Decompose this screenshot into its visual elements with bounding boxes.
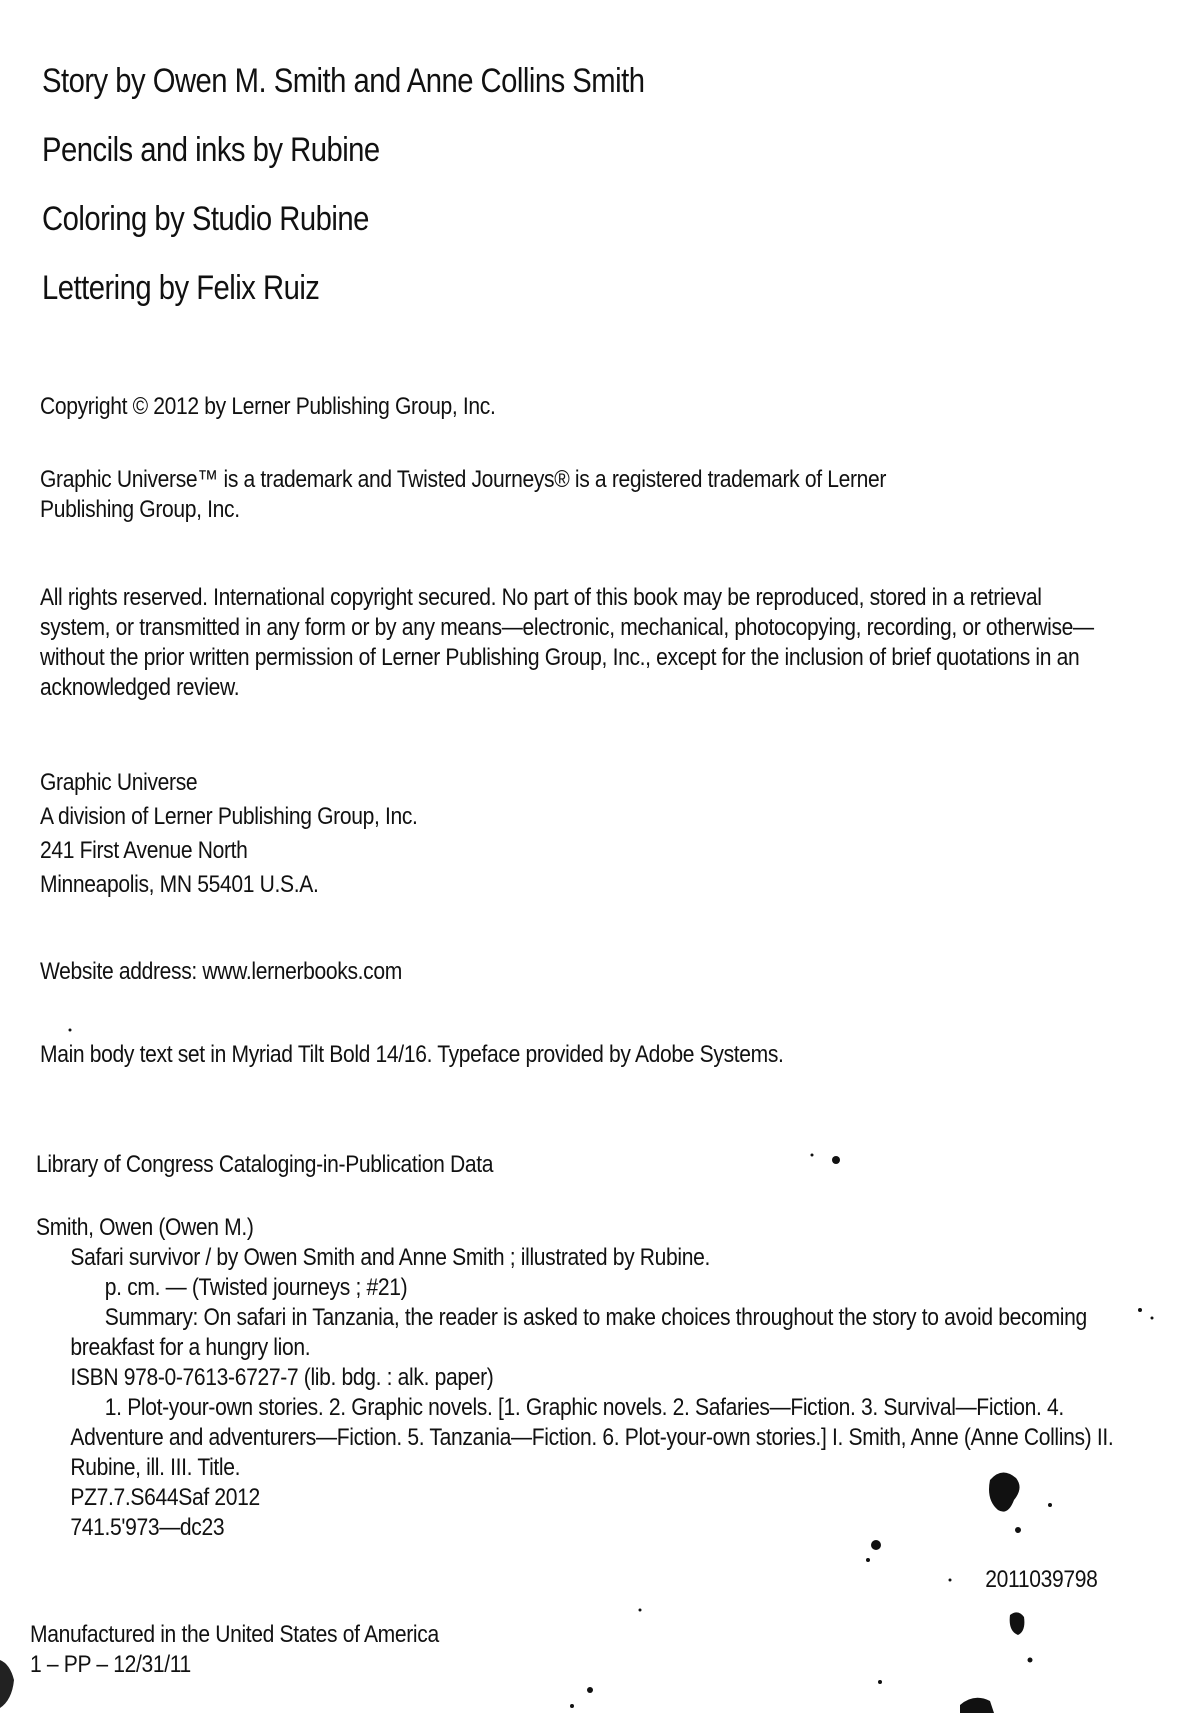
- cip-heading: Library of Congress Cataloging-in-Publication Data: [36, 1151, 494, 1178]
- copyright-notice: Copyright © 2012 by Lerner Publishing Group, Inc.: [40, 393, 496, 420]
- cip-lccn: 2011039798: [984, 1566, 1097, 1593]
- cip-summary: Summary: On safari in Tanzania, the reader is asked to make choices throughout the story to avoid becoming breakfast for a hungry lion.: [70, 1304, 1087, 1361]
- credits-block: [42, 62, 802, 338]
- cip-dewey: 741.5'973—dc23: [70, 1514, 225, 1541]
- website-address: Website address: www.lernerbooks.com: [40, 958, 402, 985]
- cip-heading-block: [36, 1150, 1126, 1180]
- publisher-address: [40, 766, 1130, 902]
- credit-coloring: Coloring by Studio Rubine: [42, 200, 369, 238]
- credit-pencils: Pencils and inks by Rubine: [42, 131, 380, 169]
- cip-title: Safari survivor / by Owen Smith and Anne Smith ; illustrated by Rubine.: [70, 1244, 710, 1271]
- manufactured-note: Manufactured in the United States of America: [30, 1621, 439, 1648]
- cip-call-number: PZ7.7.S644Saf 2012: [70, 1484, 260, 1511]
- trademark-notice: Graphic Universe™ is a trademark and Twisted Journeys® is a registered trademark of Lerner Publishing Group, Inc.: [40, 466, 887, 523]
- website-block: [40, 957, 1130, 987]
- cip-subjects: 1. Plot-your-own stories. 2. Graphic novels. [1. Graphic novels. 2. Safaries—Fiction. 3. Survival—Fiction. 4. Adventure and adventurers—Fiction. 5. Tanzania—Fiction. 6. Plot-your-own stories.] I. Smith, Anne (Anne Collins) II. Rubine, ill. III. Title.: [70, 1394, 1114, 1481]
- copyright-block: [40, 392, 1130, 422]
- rights-block: [40, 583, 1130, 703]
- cip-record: [36, 1213, 1136, 1543]
- cip-physical: p. cm. — (Twisted journeys ; #21): [104, 1274, 408, 1301]
- typeface-block: [40, 1040, 1130, 1070]
- address-line-1: Graphic Universe: [40, 769, 198, 796]
- address-line-4: Minneapolis, MN 55401 U.S.A.: [40, 871, 319, 898]
- trademark-block: [40, 465, 1130, 525]
- rights-notice: All rights reserved. International copyright secured. No part of this book may be reproduced, stored in a retrieval system, or transmitted in any form or by any means—electronic, mechanical, photocopying, recording, or otherwise—without the prior written permission of Lerner Publishing Group, Inc., except for the inclusion of brief quotations in an acknowledged review.: [40, 584, 1094, 701]
- printing-code: 1 – PP – 12/31/11: [30, 1651, 191, 1678]
- credit-story: Story by Owen M. Smith and Anne Collins Smith: [42, 62, 645, 100]
- cip-author: Smith, Owen (Owen M.): [36, 1214, 254, 1241]
- typeface-note: Main body text set in Myriad Tilt Bold 14/16. Typeface provided by Adobe Systems.: [40, 1041, 784, 1068]
- address-line-3: 241 First Avenue North: [40, 837, 248, 864]
- address-line-2: A division of Lerner Publishing Group, Inc.: [40, 803, 418, 830]
- manufacturing-block: [30, 1620, 1120, 1680]
- cip-isbn: ISBN 978-0-7613-6727-7 (lib. bdg. : alk. paper): [70, 1364, 494, 1391]
- credit-lettering: Lettering by Felix Ruiz: [42, 269, 320, 307]
